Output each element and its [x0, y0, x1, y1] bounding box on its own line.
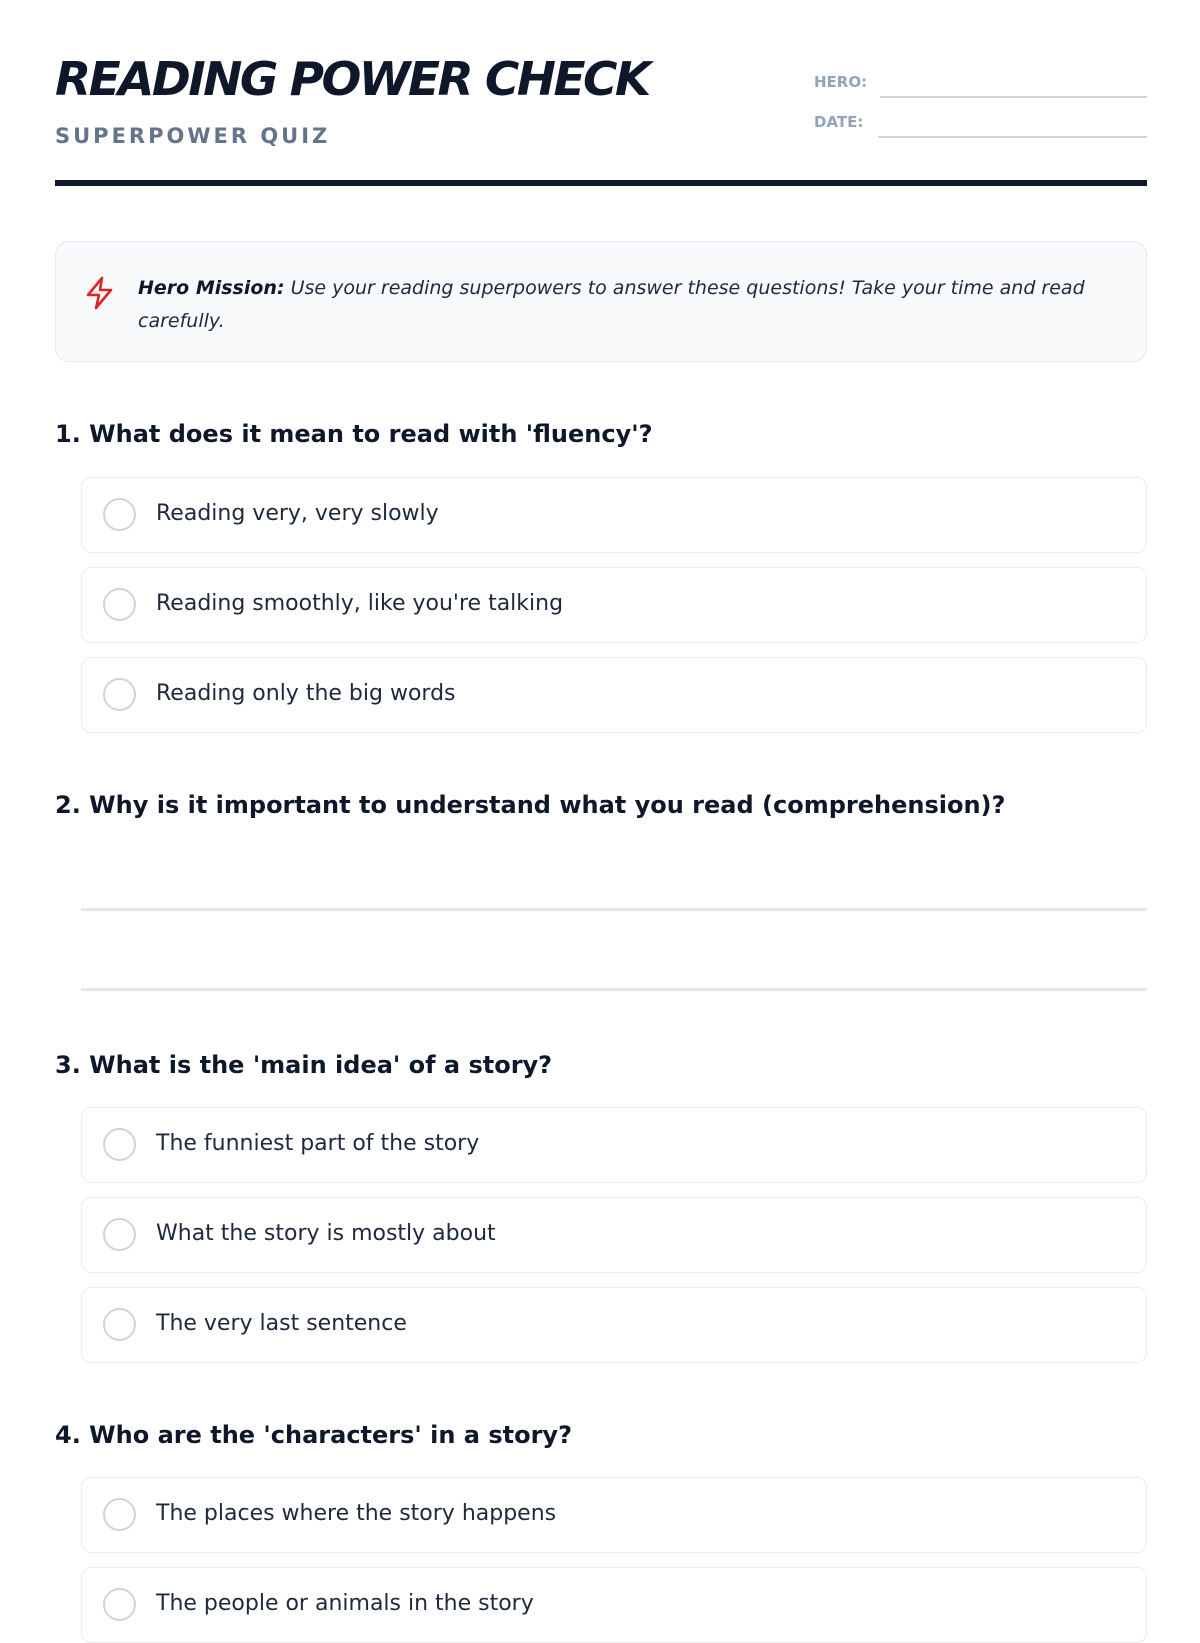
option-label: The people or animals in the story	[156, 1591, 534, 1616]
quiz-page	[55, 0, 1147, 1616]
option-label: Reading very, very slowly	[156, 501, 439, 526]
radio-circle-icon[interactable]	[103, 1588, 136, 1621]
answer-line-2[interactable]	[81, 988, 1147, 991]
date-line[interactable]	[878, 136, 1147, 138]
mission-label: Hero Mission:	[138, 277, 285, 299]
option-label: Reading smoothly, like you're talking	[156, 591, 564, 616]
question-4: 4. Who are the 'characters' in a story?	[55, 1421, 572, 1449]
radio-circle-icon[interactable]	[103, 1128, 136, 1161]
answer-line-1[interactable]	[81, 908, 1147, 911]
question-4-option-2[interactable]	[81, 1567, 1147, 1643]
question-1-option-1[interactable]	[81, 477, 1147, 553]
radio-circle-icon[interactable]	[103, 1218, 136, 1251]
header	[55, 0, 1147, 188]
option-label: The places where the story happens	[156, 1501, 557, 1526]
mission-body: Use your reading superpowers to answer these questions! Take your time and read carefully.	[138, 277, 1085, 332]
question-1: 1. What does it mean to read with 'fluency'?	[55, 420, 653, 448]
radio-circle-icon[interactable]	[103, 1308, 136, 1341]
radio-circle-icon[interactable]	[103, 588, 136, 621]
date-label: DATE:	[814, 113, 864, 131]
question-1-option-3[interactable]	[81, 657, 1147, 733]
radio-circle-icon[interactable]	[103, 678, 136, 711]
mission-text	[138, 272, 1118, 338]
question-3-option-2[interactable]	[81, 1197, 1147, 1273]
option-label: Reading only the big words	[156, 681, 456, 706]
question-1-option-2[interactable]	[81, 567, 1147, 643]
question-3: 3. What is the 'main idea' of a story?	[55, 1051, 553, 1079]
hero-name-field	[814, 70, 1147, 98]
page-subtitle: SUPERPOWER QUIZ	[55, 124, 331, 148]
hero-label: HERO:	[814, 73, 868, 91]
header-divider	[55, 180, 1147, 186]
hero-mission-box	[55, 241, 1147, 362]
question-2: 2. Why is it important to understand what you read (comprehension)?	[55, 791, 1006, 819]
question-3-option-1[interactable]	[81, 1107, 1147, 1183]
page-title: READING POWER CHECK	[55, 52, 649, 106]
question-3-option-3[interactable]	[81, 1287, 1147, 1363]
question-4-option-1[interactable]	[81, 1477, 1147, 1553]
option-label: The funniest part of the story	[156, 1131, 480, 1156]
date-field	[814, 110, 1147, 138]
radio-circle-icon[interactable]	[103, 1498, 136, 1531]
option-label: The very last sentence	[156, 1311, 407, 1336]
lightning-bolt-icon	[84, 276, 116, 310]
radio-circle-icon[interactable]	[103, 498, 136, 531]
hero-name-line[interactable]	[880, 96, 1147, 98]
option-label: What the story is mostly about	[156, 1221, 496, 1246]
